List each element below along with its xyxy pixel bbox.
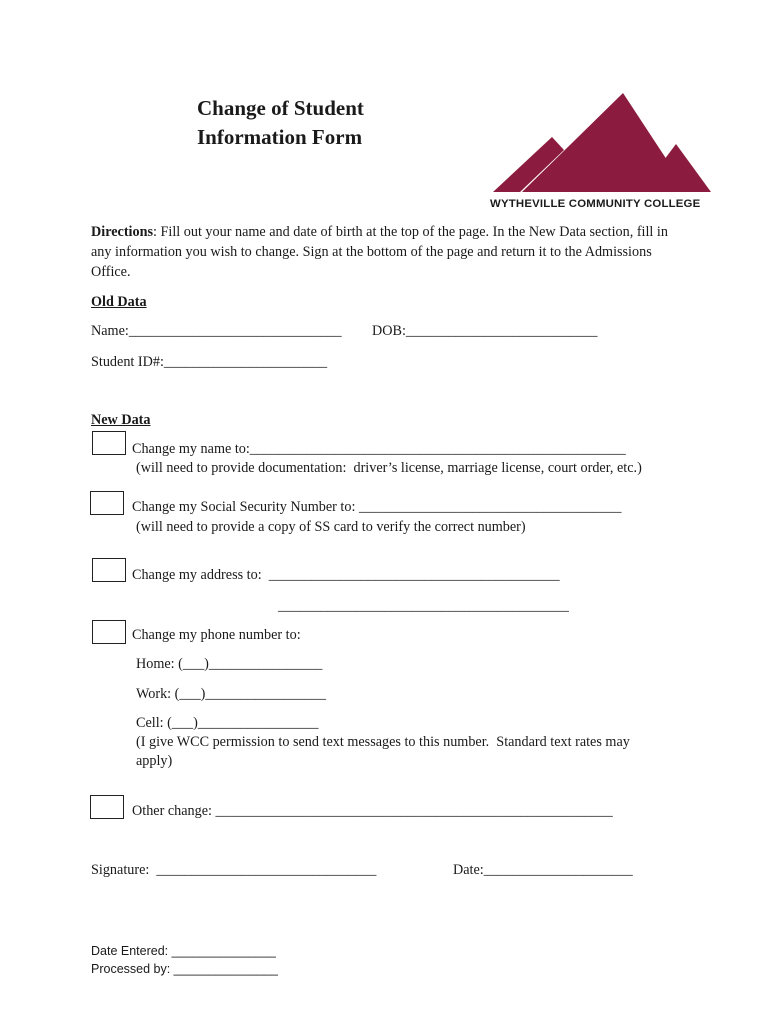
directions-label: Directions — [91, 224, 153, 240]
name-field[interactable]: Name:______________________________ — [91, 323, 342, 339]
directions-text: : Fill out your name and date of birth at the top of the page. In the New Data section, fill in any information you wish to change. Sign at the bottom of the page and return it to the Admissions Office. — [91, 224, 668, 280]
processed-by-field[interactable]: Processed by: _______________ — [91, 962, 278, 976]
date-field[interactable]: Date:_____________________ — [453, 862, 633, 878]
change-ssn-note: (will need to provide a copy of SS card to verify the correct number) — [136, 519, 526, 535]
change-address-field-2[interactable]: _________________________________________ — [278, 598, 569, 614]
other-change-field[interactable]: Other change: ________________________________________________________ — [132, 803, 613, 819]
work-phone-field[interactable]: Work: (___)_________________ — [136, 686, 326, 702]
change-name-field[interactable]: Change my name to:_____________________________________________________ — [132, 441, 626, 457]
dob-field[interactable]: DOB:___________________________ — [372, 323, 598, 339]
page-title — [197, 94, 417, 152]
change-ssn-field[interactable]: Change my Social Security Number to: _____________________________________ — [132, 499, 622, 515]
old-data-heading: Old Data — [91, 294, 147, 310]
change-address-checkbox[interactable] — [92, 558, 126, 582]
other-change-checkbox[interactable] — [90, 795, 124, 819]
change-address-field[interactable]: Change my address to: _________________________________________ — [132, 567, 560, 583]
change-ssn-checkbox[interactable] — [90, 491, 124, 515]
date-entered-field[interactable]: Date Entered: _______________ — [91, 944, 276, 958]
change-phone-label: Change my phone number to: — [132, 627, 301, 643]
mountain-logo-icon — [490, 90, 716, 196]
directions-paragraph — [91, 222, 691, 282]
cell-note-line-2: apply) — [136, 753, 173, 769]
student-id-field[interactable]: Student ID#:_______________________ — [91, 354, 328, 370]
change-name-note: (will need to provide documentation: driver’s license, marriage license, court order, etc.) — [136, 460, 642, 476]
logo-text: WYTHEVILLE COMMUNITY COLLEGE — [490, 198, 701, 210]
college-logo — [490, 90, 716, 216]
cell-note-line-1: (I give WCC permission to send text messages to this number. Standard text rates may — [136, 734, 630, 750]
change-phone-checkbox[interactable] — [92, 620, 126, 644]
title-line-1: Change of Student — [197, 96, 364, 120]
signature-field[interactable]: Signature: _______________________________ — [91, 862, 377, 878]
new-data-heading: New Data — [91, 412, 151, 428]
cell-phone-field[interactable]: Cell: (___)_________________ — [136, 715, 319, 731]
title-line-2: Information Form — [197, 125, 363, 149]
home-phone-field[interactable]: Home: (___)________________ — [136, 656, 323, 672]
change-name-checkbox[interactable] — [92, 431, 126, 455]
